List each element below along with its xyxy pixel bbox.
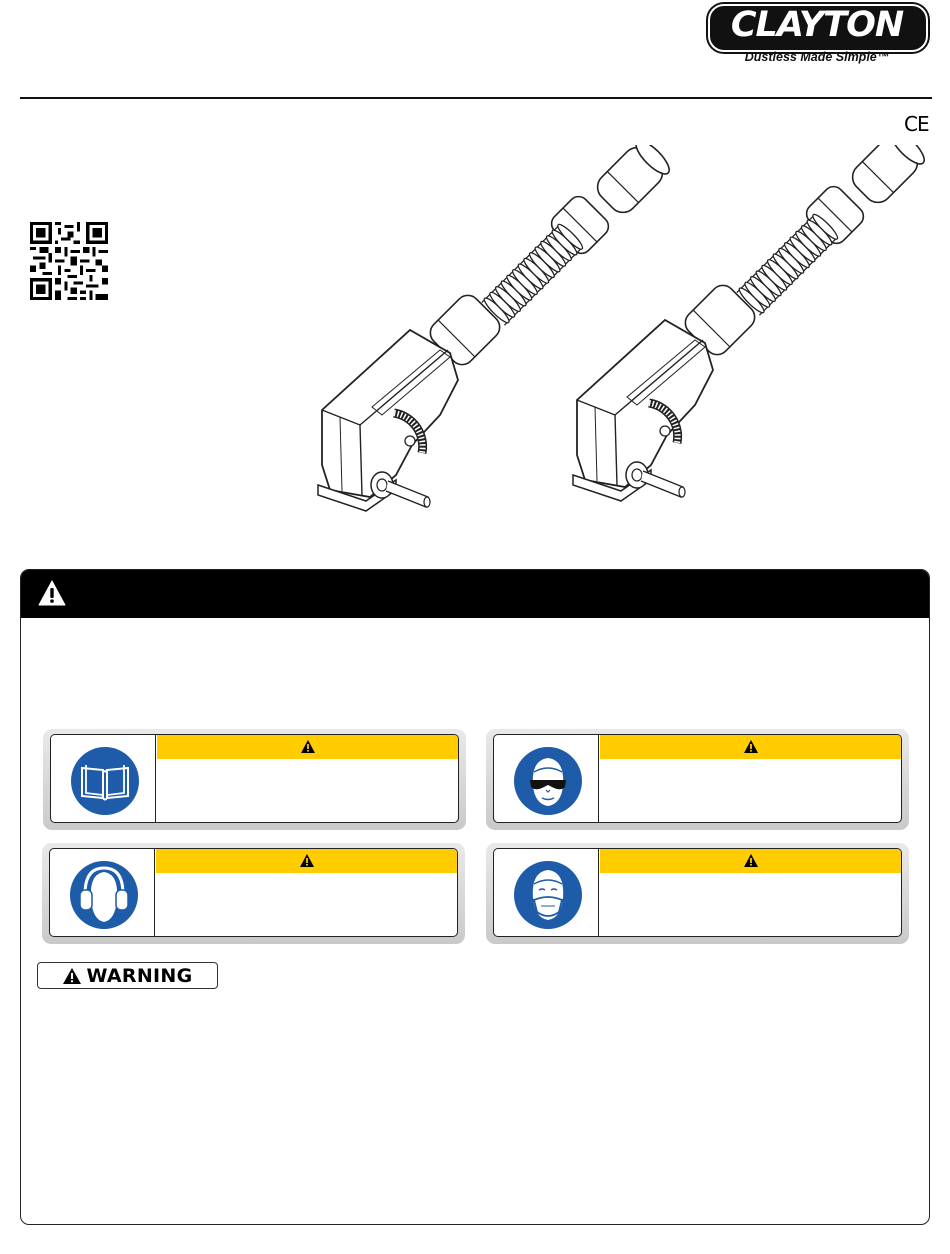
caution-triangle-icon xyxy=(743,739,759,754)
warning-triangle-icon xyxy=(38,579,66,607)
eye-protection-icon xyxy=(513,746,583,816)
respirator-icon xyxy=(513,860,583,930)
brand-name: CLAYTON xyxy=(730,5,904,45)
safety-sign-respirator xyxy=(486,843,909,944)
caution-triangle-icon xyxy=(300,739,316,754)
qr-code xyxy=(30,222,108,300)
safety-sign-read-manual xyxy=(43,729,466,830)
warning-label-text: WARNING xyxy=(86,964,193,987)
caution-triangle-icon xyxy=(299,853,315,868)
safety-panel-header xyxy=(21,570,929,618)
caution-bar xyxy=(600,735,901,759)
header-divider xyxy=(20,97,932,99)
ce-mark: CE xyxy=(904,112,929,136)
warning-triangle-icon xyxy=(62,967,82,985)
safety-sign-eye-protection xyxy=(486,729,909,830)
product-illustration xyxy=(300,145,925,525)
caution-bar xyxy=(157,735,458,759)
brand-logo xyxy=(707,1,927,71)
read-manual-icon xyxy=(70,746,140,816)
ear-protection-icon xyxy=(69,860,139,930)
warning-label xyxy=(37,962,218,989)
safety-sign-ear-protection xyxy=(42,843,465,944)
brand-tagline: Dustless Made Simple™ xyxy=(744,50,890,64)
caution-triangle-icon xyxy=(743,853,759,868)
caution-bar xyxy=(156,849,457,873)
caution-bar xyxy=(600,849,901,873)
